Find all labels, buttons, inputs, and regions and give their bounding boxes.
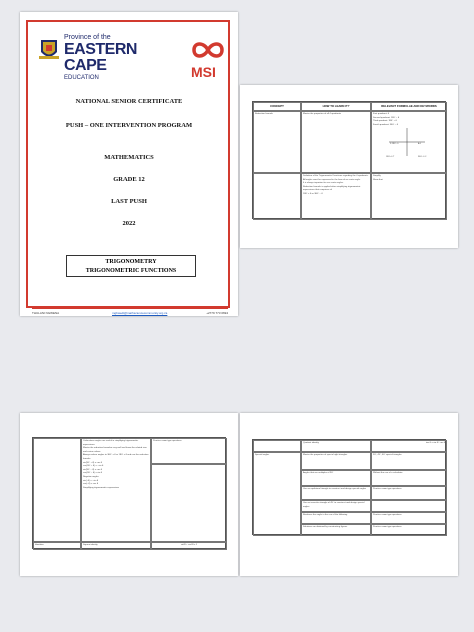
subject-title: MATHEMATICS xyxy=(104,154,154,161)
p4-r3-formula: Without the use of a calculator xyxy=(371,470,447,486)
identity-1: sin(90° + θ) = cos θ xyxy=(83,461,102,464)
formula-simplify-label: Simplify xyxy=(373,175,381,177)
footer-name: THULANI NGWENA xyxy=(32,311,60,315)
p4-r7-how: Solutions are obtained by constructing figures xyxy=(301,524,371,536)
identity-3: sin(90° − θ) = cos θ xyxy=(83,468,102,471)
province-line-3: EDUCATION xyxy=(64,75,99,81)
formula-line-3: Third quadrant: 180° + θ xyxy=(373,120,397,123)
concept-table xyxy=(252,101,446,219)
p4-r1-concept xyxy=(253,440,301,452)
msi-logo-text: MSI xyxy=(191,64,216,80)
page-concept-table xyxy=(240,85,458,248)
province-line-2: EASTERN CAPE xyxy=(64,41,137,74)
p4-r2-how: Master the properties of special right triangles xyxy=(301,452,371,470)
p4-concept-special-angles: Special angles xyxy=(253,452,301,536)
quad-label-s: S 180°−θ xyxy=(390,143,399,145)
footer-divider xyxy=(32,308,228,309)
formula-line-4: Fourth quadrant: 360° − θ xyxy=(373,123,399,126)
p4-r3-how: Angles that are multiples of 90° xyxy=(301,470,371,486)
concept-reduction: Reduction formula xyxy=(253,111,301,173)
col-concept xyxy=(33,438,81,542)
how-square-identity: Square identity xyxy=(81,542,151,550)
identity-4: cos(90° − θ) = sin θ xyxy=(83,472,102,475)
how-line-5: 180° ± θ or 360° − θ xyxy=(303,192,323,195)
how-line-2: All angles must be expressed in the form of an acute angle. xyxy=(303,178,361,181)
special-angles-table xyxy=(252,439,446,535)
how-definition xyxy=(301,173,371,220)
footer-phone: +2779 773 0694 xyxy=(206,311,228,315)
negative-angles-label: Negative angles xyxy=(83,475,99,478)
header-how: HOW TO LEARN IT? xyxy=(301,102,371,111)
p4-r1-formula: tan θ = sin θ / cos θ xyxy=(371,440,447,452)
how-always-reduce: Always reduce angles to 360° ± θ or 180° ± θ and use the reduction formula xyxy=(83,454,149,460)
identities-table xyxy=(32,437,226,549)
topic-line-1: TRIGONOMETRY xyxy=(105,259,157,265)
province-logo-text xyxy=(64,34,154,82)
certificate-title: NATIONAL SENIOR CERTIFICATE xyxy=(75,98,183,105)
page-identities-table xyxy=(20,413,238,576)
identity-2: cos(90° + θ) = −sin θ xyxy=(83,465,104,468)
cover-page xyxy=(20,12,238,316)
footer-email-link[interactable]: mgbwedi@mathsciencecommunity.org.za xyxy=(112,311,168,315)
coat-of-arms-icon xyxy=(38,38,60,62)
how-master-reduction: Master the reduction formulae very well and know the related sine and cosine values xyxy=(83,447,147,453)
formula-quadrants xyxy=(371,111,447,173)
identity-5: sin(−θ) = −sin θ xyxy=(83,479,99,482)
practice-2 xyxy=(151,464,227,542)
practice-1: Practice exam type questions xyxy=(151,438,227,464)
identity-6: cos(−θ) = cos θ xyxy=(83,483,99,486)
grade-title: GRADE 12 xyxy=(113,176,145,183)
province-line-1: Province of the xyxy=(64,34,111,41)
how-cofunction: Cofunctions angles are useful in simplifying trigonometric expressions xyxy=(83,440,139,446)
header-formulae: RELEVANT FORMULAE AND KEYWORDS xyxy=(371,102,447,111)
how-line-1: Definition of the Trigonometric Functions regarding the 4 quadrants. xyxy=(303,175,369,177)
p4-r2-formula: 30°, 45°, 60° special triangles xyxy=(371,452,447,470)
formula-line-1: First quadrant: θ xyxy=(373,113,389,115)
simplifying-label: Simplifying trigonometric expressions xyxy=(83,486,120,489)
program-title: PUSH – ONE INTERVENTION PROGRAM xyxy=(65,122,193,129)
concept-empty xyxy=(253,173,301,220)
p4-r6-how: Reinforce the angle in the use of the following xyxy=(301,512,371,524)
page-special-angles-table xyxy=(240,413,458,576)
edition-title: LAST PUSH xyxy=(111,198,147,205)
header-concept: CONCEPT xyxy=(253,102,301,111)
quad-label-t: 180°+θ T xyxy=(386,156,395,158)
formula-line-2: Second quadrant: 180° − θ xyxy=(373,116,400,119)
formula-simplify xyxy=(371,173,447,220)
cover-footer xyxy=(32,311,228,315)
how-line-3: It is always important to use acute angles. xyxy=(303,182,344,185)
topic-line-2: TRIGONOMETRIC FUNCTIONS xyxy=(85,268,177,274)
formula-show-that-label: Show that xyxy=(373,178,383,181)
p4-r5-formula xyxy=(371,500,447,512)
concept-identities: Identities xyxy=(33,542,81,550)
formula-square-identity: sin²θ + cos²θ = 1 xyxy=(151,542,227,550)
p4-r4-formula: Practice exam type questions xyxy=(371,486,447,500)
year-title: 2022 xyxy=(122,220,136,227)
p4-r7-formula: Practice exam type questions xyxy=(371,524,447,536)
how-quadrants: Master the properties of all 4 quadrants xyxy=(301,111,371,173)
col-how xyxy=(81,438,151,542)
quad-label-a: A θ xyxy=(418,143,421,145)
quad-label-c: 360°−θ C xyxy=(418,156,427,158)
topic-box xyxy=(66,255,196,277)
p4-r4-how: Use an equilateral triangle to construct and design special angles xyxy=(301,486,371,500)
p4-r5-how: Use an isosceles triangle of 45° to construct and design special angles xyxy=(301,500,371,512)
p4-r1-how: Quotient identity xyxy=(301,440,371,452)
p4-r6-formula: Practice exam type questions xyxy=(371,512,447,524)
how-line-4: Reduction formula is applied when simplifying trigonometric expressions that comprises of xyxy=(303,185,361,192)
